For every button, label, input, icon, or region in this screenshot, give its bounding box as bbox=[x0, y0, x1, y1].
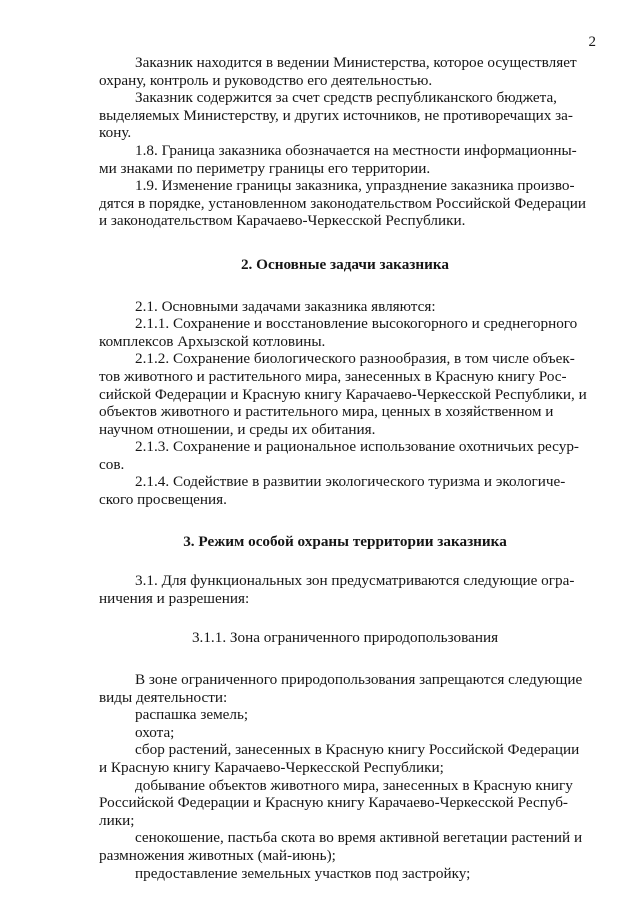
spacer bbox=[99, 550, 591, 572]
restrictions-lead: В зоне ограниченного природопользования запрещаются следующие виды деятельности: bbox=[99, 671, 583, 706]
restriction-item: охота; bbox=[135, 723, 175, 741]
clause-1-8: 1.8. Граница заказника обозначается на местности информационны- ми знаками по периметру границы его территории. bbox=[99, 141, 577, 177]
intro-paragraph-1: Заказник находится в ведении Министерства, которое осуществляет охрану, контроль и руководство его деятельностью. bbox=[99, 54, 577, 89]
clause-2-1-1: 2.1.1. Сохранение и восстановление высокогорного и среднегорного комплексов Архызской котловины. bbox=[99, 315, 578, 350]
spacer bbox=[99, 230, 591, 256]
clause-2-1-4: 2.1.4. Содействие в развитии экологического туризма и экологиче- ского просвещения. bbox=[99, 473, 566, 509]
spacer bbox=[99, 274, 591, 298]
spacer bbox=[99, 509, 591, 533]
section-2-heading: 2. Основные задачи заказника bbox=[240, 255, 450, 273]
clause-3-1: 3.1. Для функциональных зон предусматриваются следующие огра- ничения и разрешения: bbox=[99, 572, 575, 607]
clause-2-1-2: 2.1.2. Сохранение биологического разнообразия, в том числе объек- тов животного и растительного мира, занесенных в Красную книгу Рос- сийской Федерации и Красную книгу Карачаево-Черкесской Республики, и объектов животного и растительного мира, ценных в хозяйственном и научном отношении, и среды их обитания. bbox=[99, 350, 587, 438]
subsection-3-1-1-heading: 3.1.1. Зона ограниченного природопользования bbox=[191, 629, 499, 647]
page-number: 2 bbox=[588, 34, 596, 50]
restriction-item: предоставление земельных участков под застройку; bbox=[135, 864, 471, 882]
restriction-item: добывание объектов животного мира, занесенных в Красную книгу Российской Федерации и Красную книгу Карачаево-Черкесской Респуб- лики; bbox=[99, 776, 573, 829]
section-3-heading: 3. Режим особой охраны территории заказника bbox=[183, 532, 507, 550]
clause-1-9: 1.9. Изменение границы заказника, упразднение заказника произво- дятся в порядке, установленном законодательством Российской Федерации и законодательством Карачаево-Черкесской Республики. bbox=[99, 177, 586, 230]
restriction-item: распашка земель; bbox=[135, 706, 249, 724]
spacer bbox=[99, 647, 591, 671]
clause-2-1: 2.1. Основными задачами заказника являются: bbox=[135, 297, 436, 315]
restriction-item: сбор растений, занесенных в Красную книгу Российской Федерации и Красную книгу Карачаево-Черкесской Республики; bbox=[99, 741, 580, 776]
clause-2-1-3: 2.1.3. Сохранение и рациональное использование охотничьих ресур- сов. bbox=[99, 438, 579, 473]
spacer bbox=[99, 607, 591, 629]
intro-paragraph-2: Заказник содержится за счет средств республиканского бюджета, выделяемых Министерству, и других источников, не противоречащих за- кону. bbox=[99, 89, 573, 142]
document-body bbox=[99, 54, 591, 882]
restriction-item: сенокошение, пастьба скота во время активной вегетации растений и размножения животных (май-июнь); bbox=[99, 829, 583, 864]
